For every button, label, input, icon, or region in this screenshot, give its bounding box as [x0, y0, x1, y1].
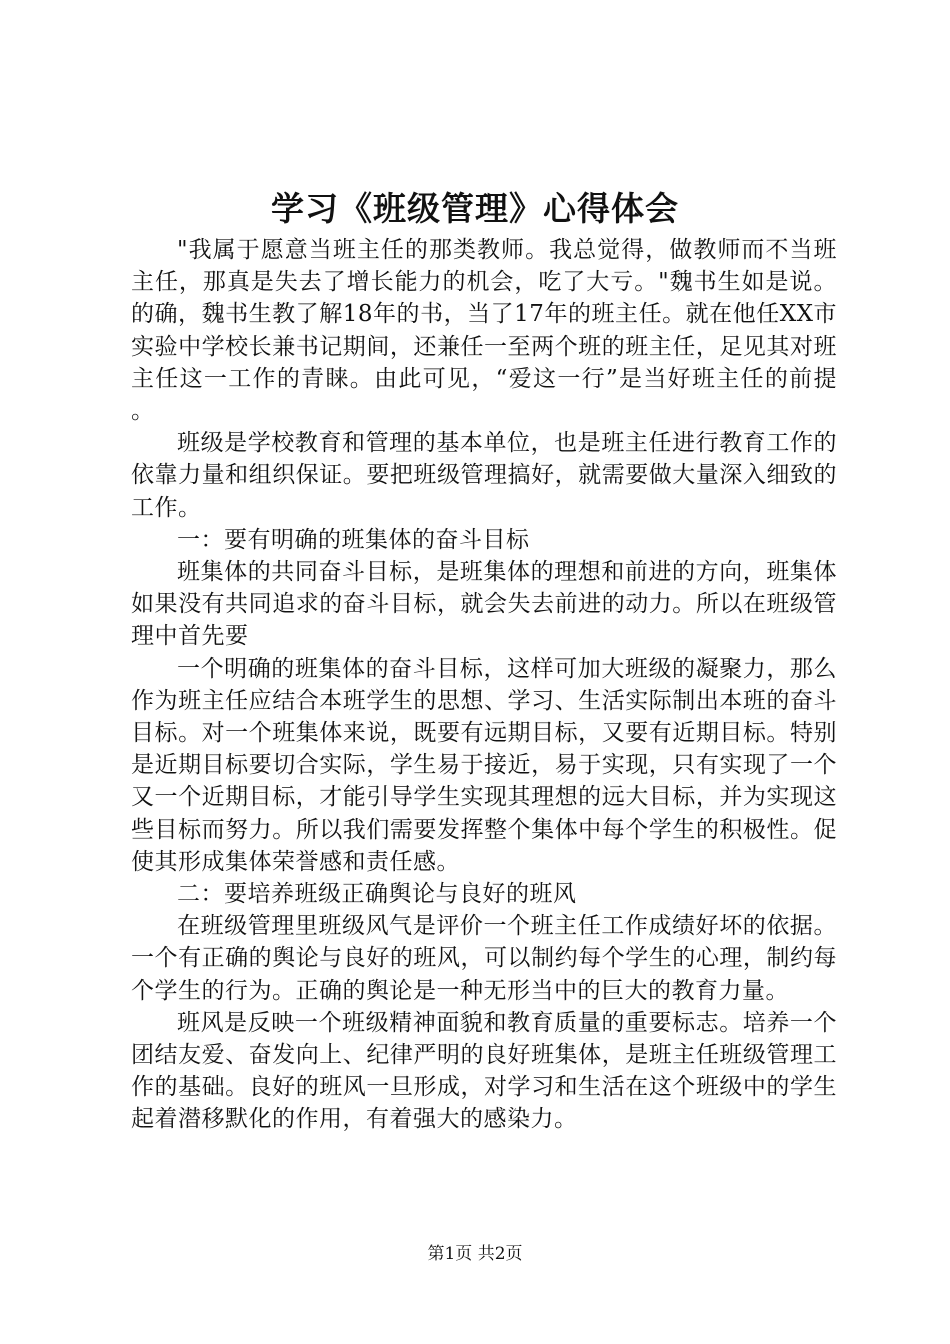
paragraph-common-goal: 班集体的共同奋斗目标，是班集体的理想和前进的方向，班集体如果没有共同追求的奋斗目标，就会失去前进的动力。所以在班级管理中首先要	[131, 559, 837, 650]
document-body	[131, 234, 837, 1136]
paragraph-class-atmosphere: 在班级管理里班级风气是评价一个班主任工作成绩好坏的依据。一个有正确的舆论与良好的班风，可以制约每个学生的心理，制约每个学生的行为。正确的舆论是一种无形当中的巨大的教育力量。	[131, 913, 837, 1004]
document-title: 学习《班级管理》心得体会	[271, 189, 679, 228]
paragraph-class-unit: 班级是学校教育和管理的基本单位，也是班主任进行教育工作的依靠力量和组织保证。要把班级管理搞好，就需要做大量深入细致的工作。	[131, 430, 837, 521]
paragraph-clear-goal: 一个明确的班集体的奋斗目标，这样可加大班级的凝聚力，那么作为班主任应结合本班学生的思想、学习、生活实际制出本班的奋斗目标。对一个班集体来说，既要有远期目标，又要有近期目标。特别是近期目标要切合实际，学生易于接近，易于实现，只有实现了一个又一个近期目标，才能引导学生实现其理想的远大目标，并为实现这些目标而努力。所以我们需要发挥整个集体中每个学生的积极性。促使其形成集体荣誉感和责任感。	[131, 655, 837, 875]
section-heading-goals: 一：要有明确的班集体的奋斗目标	[177, 526, 530, 553]
section-heading-class-spirit: 二：要培养班级正确舆论与良好的班风	[177, 881, 577, 908]
page-number-footer: 第1页 共2页	[427, 1244, 523, 1264]
paragraph-class-style: 班风是反映一个班级精神面貌和教育质量的重要标志。培养一个团结友爱、奋发向上、纪律严明的良好班集体，是班主任班级管理工作的基础。良好的班风一旦形成，对学习和生活在这个班级中的学生起着潜移默化的作用，有着强大的感染力。	[131, 1009, 837, 1133]
paragraph-intro: "我属于愿意当班主任的那类教师。我总觉得，做教师而不当班主任，那真是失去了增长能力的机会，吃了大亏。"魏书生如是说。的确，魏书生教了解18年的书，当了17年的班主任。就在他任XX市实验中学校长兼书记期间，还兼任一至两个班的班主任，足见其对班主任这一工作的青睐。由此可见，“爱这一行”是当好班主任的前提。	[131, 237, 837, 425]
